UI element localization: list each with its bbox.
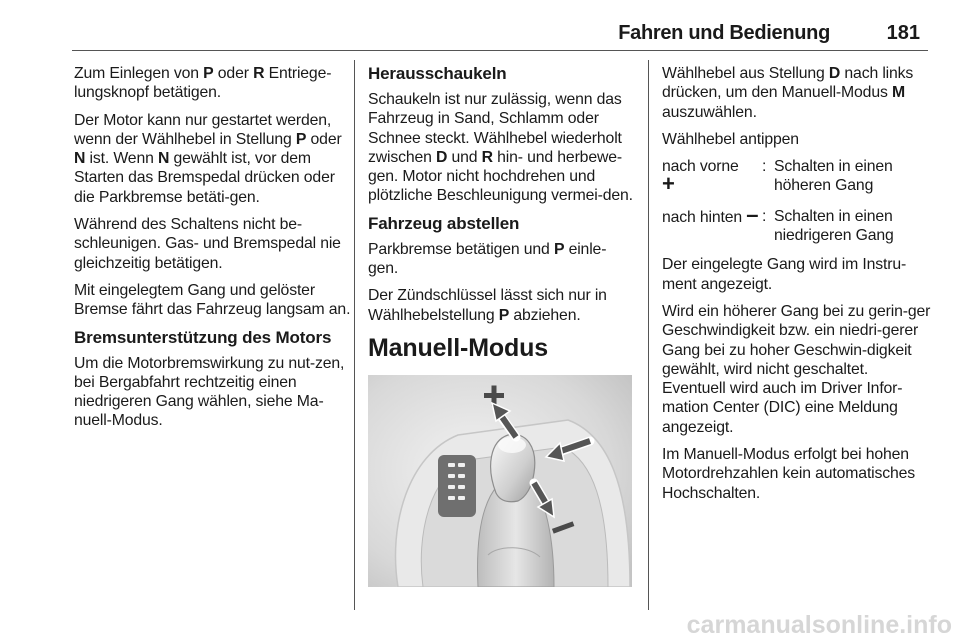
plus-symbol: + bbox=[662, 171, 675, 197]
column-middle bbox=[368, 64, 634, 587]
paragraph: Wählhebel aus Stellung D nach links drücken, um den Manuell-Modus M auszuwählen. bbox=[662, 65, 914, 121]
column-divider bbox=[354, 60, 355, 610]
page-header bbox=[72, 0, 928, 51]
section-heading: Fahrzeug abstellen bbox=[368, 213, 520, 233]
section-heading: Herausschaukeln bbox=[368, 64, 507, 83]
paragraph: Zum Einlegen von P oder R Entriege-lungsknopf betätigen. bbox=[74, 65, 332, 102]
paragraph: Während des Schaltens nicht be-schleunigen. Gas- und Bremspedal nie gleichzeitig betätigen. bbox=[74, 216, 341, 272]
definition-separator: : bbox=[762, 158, 767, 176]
paragraph: Wird ein höherer Gang bei zu gerin-ger Geschwindigkeit bzw. ein niedri-gerer Gang bei zu hoher Geschwin-digkeit gewählt, wird nicht geschaltet. Eventuell wird auch im Driver Infor-mation Center (DIC) eine Meldung angezeigt. bbox=[662, 302, 931, 436]
paragraph: Der Motor kann nur gestartet werden, wenn der Wählhebel in Stellung P oder N ist. Wenn N gewählt ist, vor dem Starten das Bremspedal drücken oder die Parkbremse betäti-gen. bbox=[74, 111, 342, 206]
paragraph: Wählhebel antippen bbox=[662, 130, 799, 148]
watermark: carmanualsonline.info bbox=[686, 611, 952, 639]
page-number: 181 bbox=[886, 22, 920, 44]
column-divider bbox=[648, 60, 649, 610]
gear-lever-illustration bbox=[368, 375, 632, 587]
shift-definition-row bbox=[662, 201, 932, 246]
definition-term: nach hinten – bbox=[662, 201, 759, 227]
definition-description: Schalten in einen höheren Gang bbox=[774, 158, 893, 195]
shift-definition-row bbox=[662, 157, 932, 197]
paragraph: Parkbremse betätigen und P einle-gen. bbox=[368, 240, 607, 278]
definition-description: Schalten in einen niedrigeren Gang bbox=[774, 207, 894, 245]
chapter-title: Fahren und Bedienung bbox=[618, 22, 830, 44]
paragraph: Im Manuell-Modus erfolgt bei hohen Motordrehzahlen kein automatisches Hochschalten. bbox=[662, 446, 916, 502]
column-left bbox=[74, 64, 354, 439]
definition-term: nach vorne + bbox=[662, 158, 739, 197]
paragraph: Schaukeln ist nur zulässig, wenn das Fahrzeug in Sand, Schlamm oder Schnee steckt. Wählhebel wiederholt zwischen D und R hin- und herbewe-gen. Motor nicht hochdrehen und plötzliche Beschleunigung vermei-den. bbox=[368, 91, 633, 205]
paragraph: Um die Motorbremswirkung zu nut-zen, bei Bergabfahrt rechtzeitig einen niedrigeren Gang wählen, siehe Ma-nuell-Modus. bbox=[74, 354, 345, 430]
paragraph: Der Zündschlüssel lässt sich nur in Wählhebelstellung P abziehen. bbox=[368, 287, 607, 324]
column-right bbox=[662, 64, 932, 511]
paragraph: Der eingelegte Gang wird im Instru-ment angezeigt. bbox=[662, 256, 907, 293]
minus-symbol: – bbox=[746, 201, 759, 227]
paragraph: Mit eingelegtem Gang und gelöster Bremse fährt das Fahrzeug langsam an. bbox=[74, 281, 351, 319]
definition-separator: : bbox=[762, 207, 767, 225]
main-heading: Manuell-Modus bbox=[368, 333, 548, 362]
section-heading: Bremsunterstützung des Motors bbox=[74, 327, 332, 347]
